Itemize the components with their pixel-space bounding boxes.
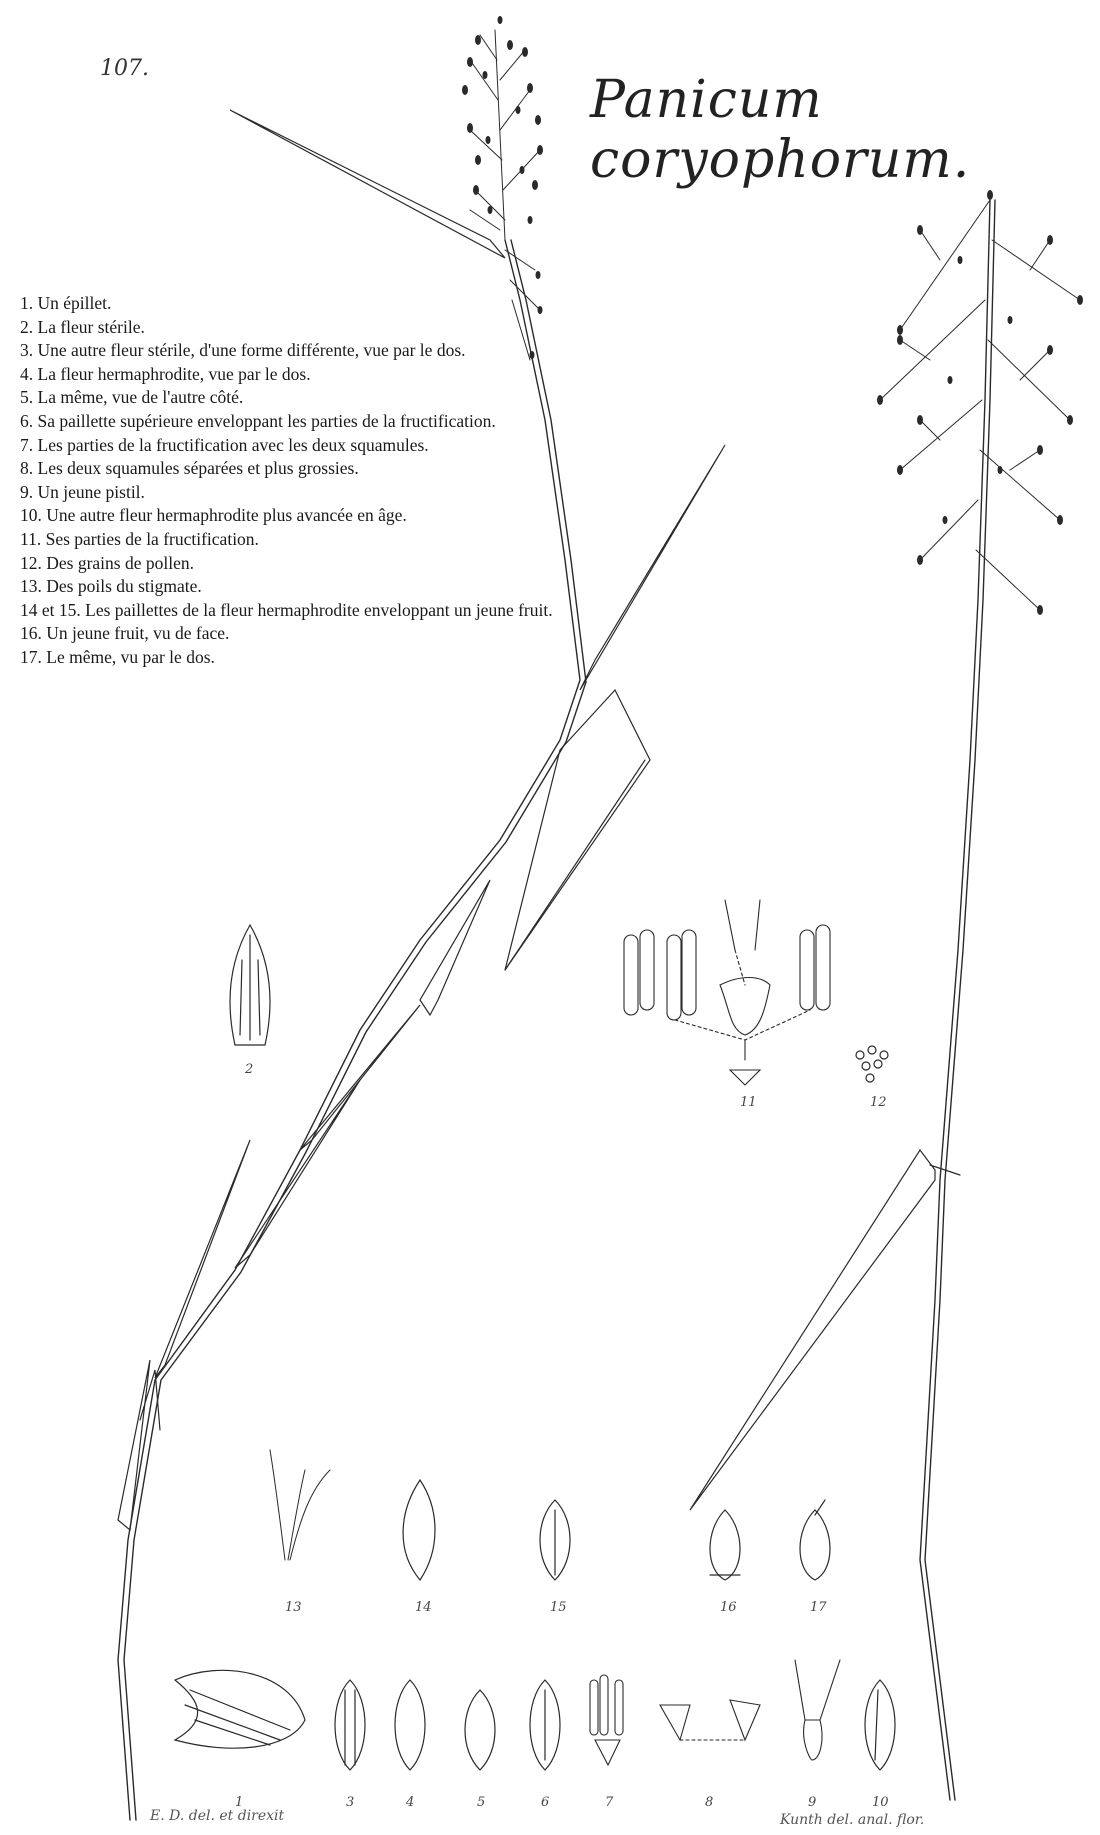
fig-7-fructification-parts [590,1675,623,1765]
plate-title: Panicum coryophorum. [590,70,971,190]
right-culm [920,200,995,1800]
plate-number: 107. [100,56,149,81]
legend-item: 5. La même, vue de l'autre côté. [20,387,244,408]
analyst-credit: Kunth del. anal. flor. [780,1812,925,1828]
legend-item: 8. Les deux squamules séparées et plus grossies. [20,458,359,479]
right-leaves [690,1150,960,1510]
figure-label: 10 [872,1795,889,1810]
legend-item: 13. Des poils du stigmate. [20,576,202,597]
fig-11-fructification-parts [624,900,830,1085]
figure-label: 12 [870,1095,887,1110]
engraver-credit: E. D. del. et direxit [150,1808,285,1824]
fig-4-hermaphrodite-flower [395,1680,425,1770]
fig-1-spikelet [175,1670,305,1748]
figure-label: 8 [705,1795,714,1810]
fig-14-paillettes [403,1480,435,1580]
legend-item: 1. Un épillet. [20,293,112,313]
left-culm [118,240,586,1820]
fig-6-upper-paillette [530,1680,560,1770]
fig-10-hermaphrodite-flower [865,1680,895,1770]
fig-2-sterile-flower [230,925,270,1045]
fig-12-pollen-grains [856,1046,888,1082]
figure-label: 16 [720,1600,737,1615]
legend-item: 9. Un jeune pistil. [20,481,145,502]
figure-label: 13 [285,1600,302,1615]
fig-15-paillettes [540,1500,570,1580]
legend-item: 10. Une autre fleur hermaphrodite plus avancée en âge. [20,505,407,526]
fig-16-young-fruit-front [710,1510,740,1580]
fig-3-sterile-flower [335,1680,365,1770]
figure-label: 6 [541,1795,550,1810]
figure-label: 2 [245,1062,254,1077]
legend-item: 17. Le même, vu par le dos. [20,646,215,667]
legend-item: 2. La fleur stérile. [20,316,145,337]
legend-item: 4. La fleur hermaphrodite, vue par le dos. [20,363,311,384]
legend-item: 12. Des grains de pollen. [20,552,194,573]
fig-8-squamules [660,1700,760,1740]
legend-item: 16. Un jeune fruit, vu de face. [20,623,230,644]
legend-item: 6. Sa paillette supérieure enveloppant les parties de la fructification. [20,410,496,431]
figure-label: 7 [605,1795,614,1810]
figure-label: 15 [550,1600,567,1615]
figure-label: 5 [477,1795,486,1810]
legend-item: 7. Les parties de la fructification avec les deux squamules. [20,434,429,455]
fig-9-young-pistil [795,1660,840,1760]
figure-label: 17 [810,1600,827,1615]
figure-label: 3 [346,1795,355,1810]
figure-label: 11 [740,1095,757,1110]
figure-label: 1 [235,1795,244,1810]
legend-item: 14 et 15. Les paillettes de la fleur hermaphrodite enveloppant un jeune fruit. [20,599,553,620]
left-panicle [470,30,540,360]
legend-item: 3. Une autre fleur stérile, d'une forme différente, vue par le dos. [20,340,466,361]
fig-5-hermaphrodite-flower [465,1690,495,1770]
fig-13-stigma-hairs [270,1450,330,1560]
figure-label: 14 [415,1600,432,1615]
figure-label: 9 [808,1795,817,1810]
left-leaves [118,110,725,1530]
fig-17-young-fruit-back [800,1500,830,1580]
figure-label: 4 [406,1795,415,1810]
legend-item: 11. Ses parties de la fructification. [20,528,259,549]
